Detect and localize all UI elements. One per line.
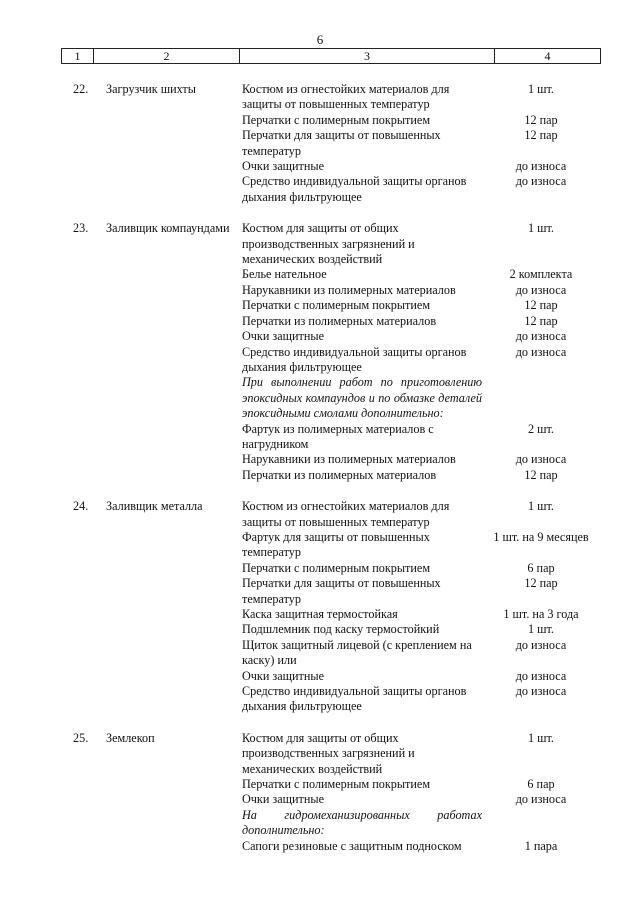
ppe-item-name: Перчатки с полимерным покрытием [242,560,431,575]
ppe-item-name: Костюм для защиты от общих производственных загрязнений и механических воздействий [242,221,415,267]
ppe-item [242,82,640,113]
section-gap [0,715,640,731]
ppe-item-name: Фартук для защиты от повышенных температур [242,529,430,560]
ppe-item-name: Средство индивидуальной защиты органов дыхания фильтрующее [242,684,467,714]
ppe-item-name: Перчатки с полимерным покрытием [242,777,431,792]
ppe-item-name: Перчатки с полимерным покрытием [242,112,431,127]
ppe-item-quantity: 2 шт. [528,421,554,436]
row-number: 25. [73,730,89,745]
table-row [0,731,640,854]
ppe-item [242,530,640,561]
ppe-item-quantity: 12 пар [524,576,558,591]
ppe-item-name: Костюм из огнестойких материалов для защиты от повышенных температур [242,499,450,529]
ppe-item [242,298,640,313]
ppe-item-quantity: до износа [515,452,567,467]
ppe-item [242,314,640,329]
ppe-item-quantity: до износа [515,282,567,297]
ppe-item-quantity: до износа [515,344,567,359]
header-col-4: 4 [544,49,551,63]
ppe-item-quantity: до износа [515,792,567,807]
ppe-item-quantity: 6 пар [527,777,555,792]
ppe-item [242,638,640,669]
ppe-item [242,468,640,483]
ppe-item-name: Нарукавники из полимерных материалов [242,452,456,467]
profession-name: Землекоп [106,730,155,745]
row-number: 22. [73,82,89,96]
ppe-item-name: Очки защитные [242,792,324,807]
ppe-item-name: Перчатки для защиты от повышенных температур [242,576,441,606]
ppe-item-quantity: 1 шт. [528,499,554,514]
ppe-item [242,422,640,453]
ppe-item [242,174,640,205]
ppe-item-name: Перчатки из полимерных материалов [242,467,437,482]
ppe-item-name: Подшлемник под каску термостойкий [242,622,440,637]
ppe-item-quantity: до износа [515,159,567,174]
ppe-item-quantity: 1 шт. [528,730,554,745]
ppe-item-name: Перчатки из полимерных материалов [242,313,437,328]
ppe-item-name: Перчатки для защиты от повышенных температур [242,128,441,158]
ppe-item-name: Очки защитные [242,668,324,683]
ppe-item [242,576,640,607]
header-col-3: 3 [240,49,495,63]
table-row [0,82,640,205]
ppe-item-quantity: 12 пар [524,112,558,127]
ppe-item-name: Белье нательное [242,267,327,282]
ppe-item-name: Каска защитная термостойкая [242,607,398,621]
ppe-item-quantity: до износа [515,174,567,189]
condition-note: При выполнении работ по приготовлению эпоксидных компаундов и по обмазке деталей эпоксидными смолами дополнительно: [242,375,482,421]
ppe-list [242,731,640,854]
ppe-item-name: Очки защитные [242,329,324,344]
ppe-item-name: Щиток защитный лицевой (с креплением на каску) или [242,637,472,668]
page-number: 6 [316,32,324,47]
ppe-item-name: Средство индивидуальной защиты органов дыхания фильтрующее [242,344,467,374]
row-number: 23. [73,221,89,236]
ppe-item [242,113,640,128]
ppe-item-name: Костюм из огнестойких материалов для защиты от повышенных температур [242,82,450,112]
ppe-item [242,267,640,282]
ppe-item-quantity: 1 шт. [528,622,554,637]
table-row [0,499,640,715]
ppe-item-quantity: до износа [515,329,567,344]
ppe-item [242,159,640,174]
ppe-item-quantity: 6 пар [527,560,555,575]
ppe-item-quantity: 1 пара [524,838,558,853]
table-body [0,82,640,854]
ppe-item [242,329,640,344]
section-gap [0,205,640,221]
ppe-item-quantity: 12 пар [524,313,558,328]
header-col-1: 1 [62,49,94,63]
ppe-item-name: Средство индивидуальной защиты органов дыхания фильтрующее [242,174,467,204]
ppe-item [242,777,640,792]
ppe-item-quantity: 12 пар [524,128,558,143]
section-gap [0,483,640,499]
ppe-item-quantity: 1 шт. на 9 месяцев [493,529,589,544]
ppe-item-quantity: 1 шт. [528,82,554,96]
ppe-item-name: Костюм для защиты от общих производственных загрязнений и механических воздействий [242,730,415,776]
ppe-item-quantity: 1 шт. [528,221,554,236]
ppe-item [242,839,640,854]
ppe-item [242,792,640,807]
ppe-item-quantity: 12 пар [524,298,558,313]
ppe-list [242,221,640,483]
condition-note: На гидромеханизированных работах дополнительно: [242,807,482,838]
ppe-item [242,283,640,298]
ppe-item-name: Очки защитные [242,159,324,174]
ppe-item [242,452,640,467]
ppe-item-name: Перчатки с полимерным покрытием [242,298,431,313]
ppe-item-name: Фартук из полимерных материалов с нагрудником [242,421,434,451]
ppe-item [242,731,640,777]
ppe-item-quantity: 12 пар [524,467,558,482]
ppe-item-quantity: 1 шт. на 3 года [503,607,579,621]
ppe-item-quantity: до износа [515,684,567,699]
ppe-item-quantity: до износа [515,668,567,683]
profession-name: Загрузчик шихты [106,82,196,96]
ppe-item-quantity: 2 комплекта [509,267,573,282]
profession-name: Заливщик компаундами [106,221,230,236]
ppe-item [242,221,640,267]
ppe-item-name: Сапоги резиновые с защитным подноском [242,838,462,853]
ppe-list [242,499,640,715]
ppe-item [242,561,640,576]
ppe-item [242,345,640,376]
ppe-item [242,622,640,637]
ppe-item [242,607,640,622]
ppe-item-quantity: до износа [515,637,567,652]
table-row [0,221,640,483]
ppe-item [242,128,640,159]
ppe-item [242,499,640,530]
ppe-item-name: Нарукавники из полимерных материалов [242,282,456,297]
ppe-list [242,82,640,205]
profession-name: Заливщик металла [106,499,203,514]
ppe-item [242,669,640,684]
table-header [61,48,601,64]
row-number: 24. [73,499,89,514]
header-col-2: 2 [94,49,240,63]
ppe-item [242,684,640,715]
